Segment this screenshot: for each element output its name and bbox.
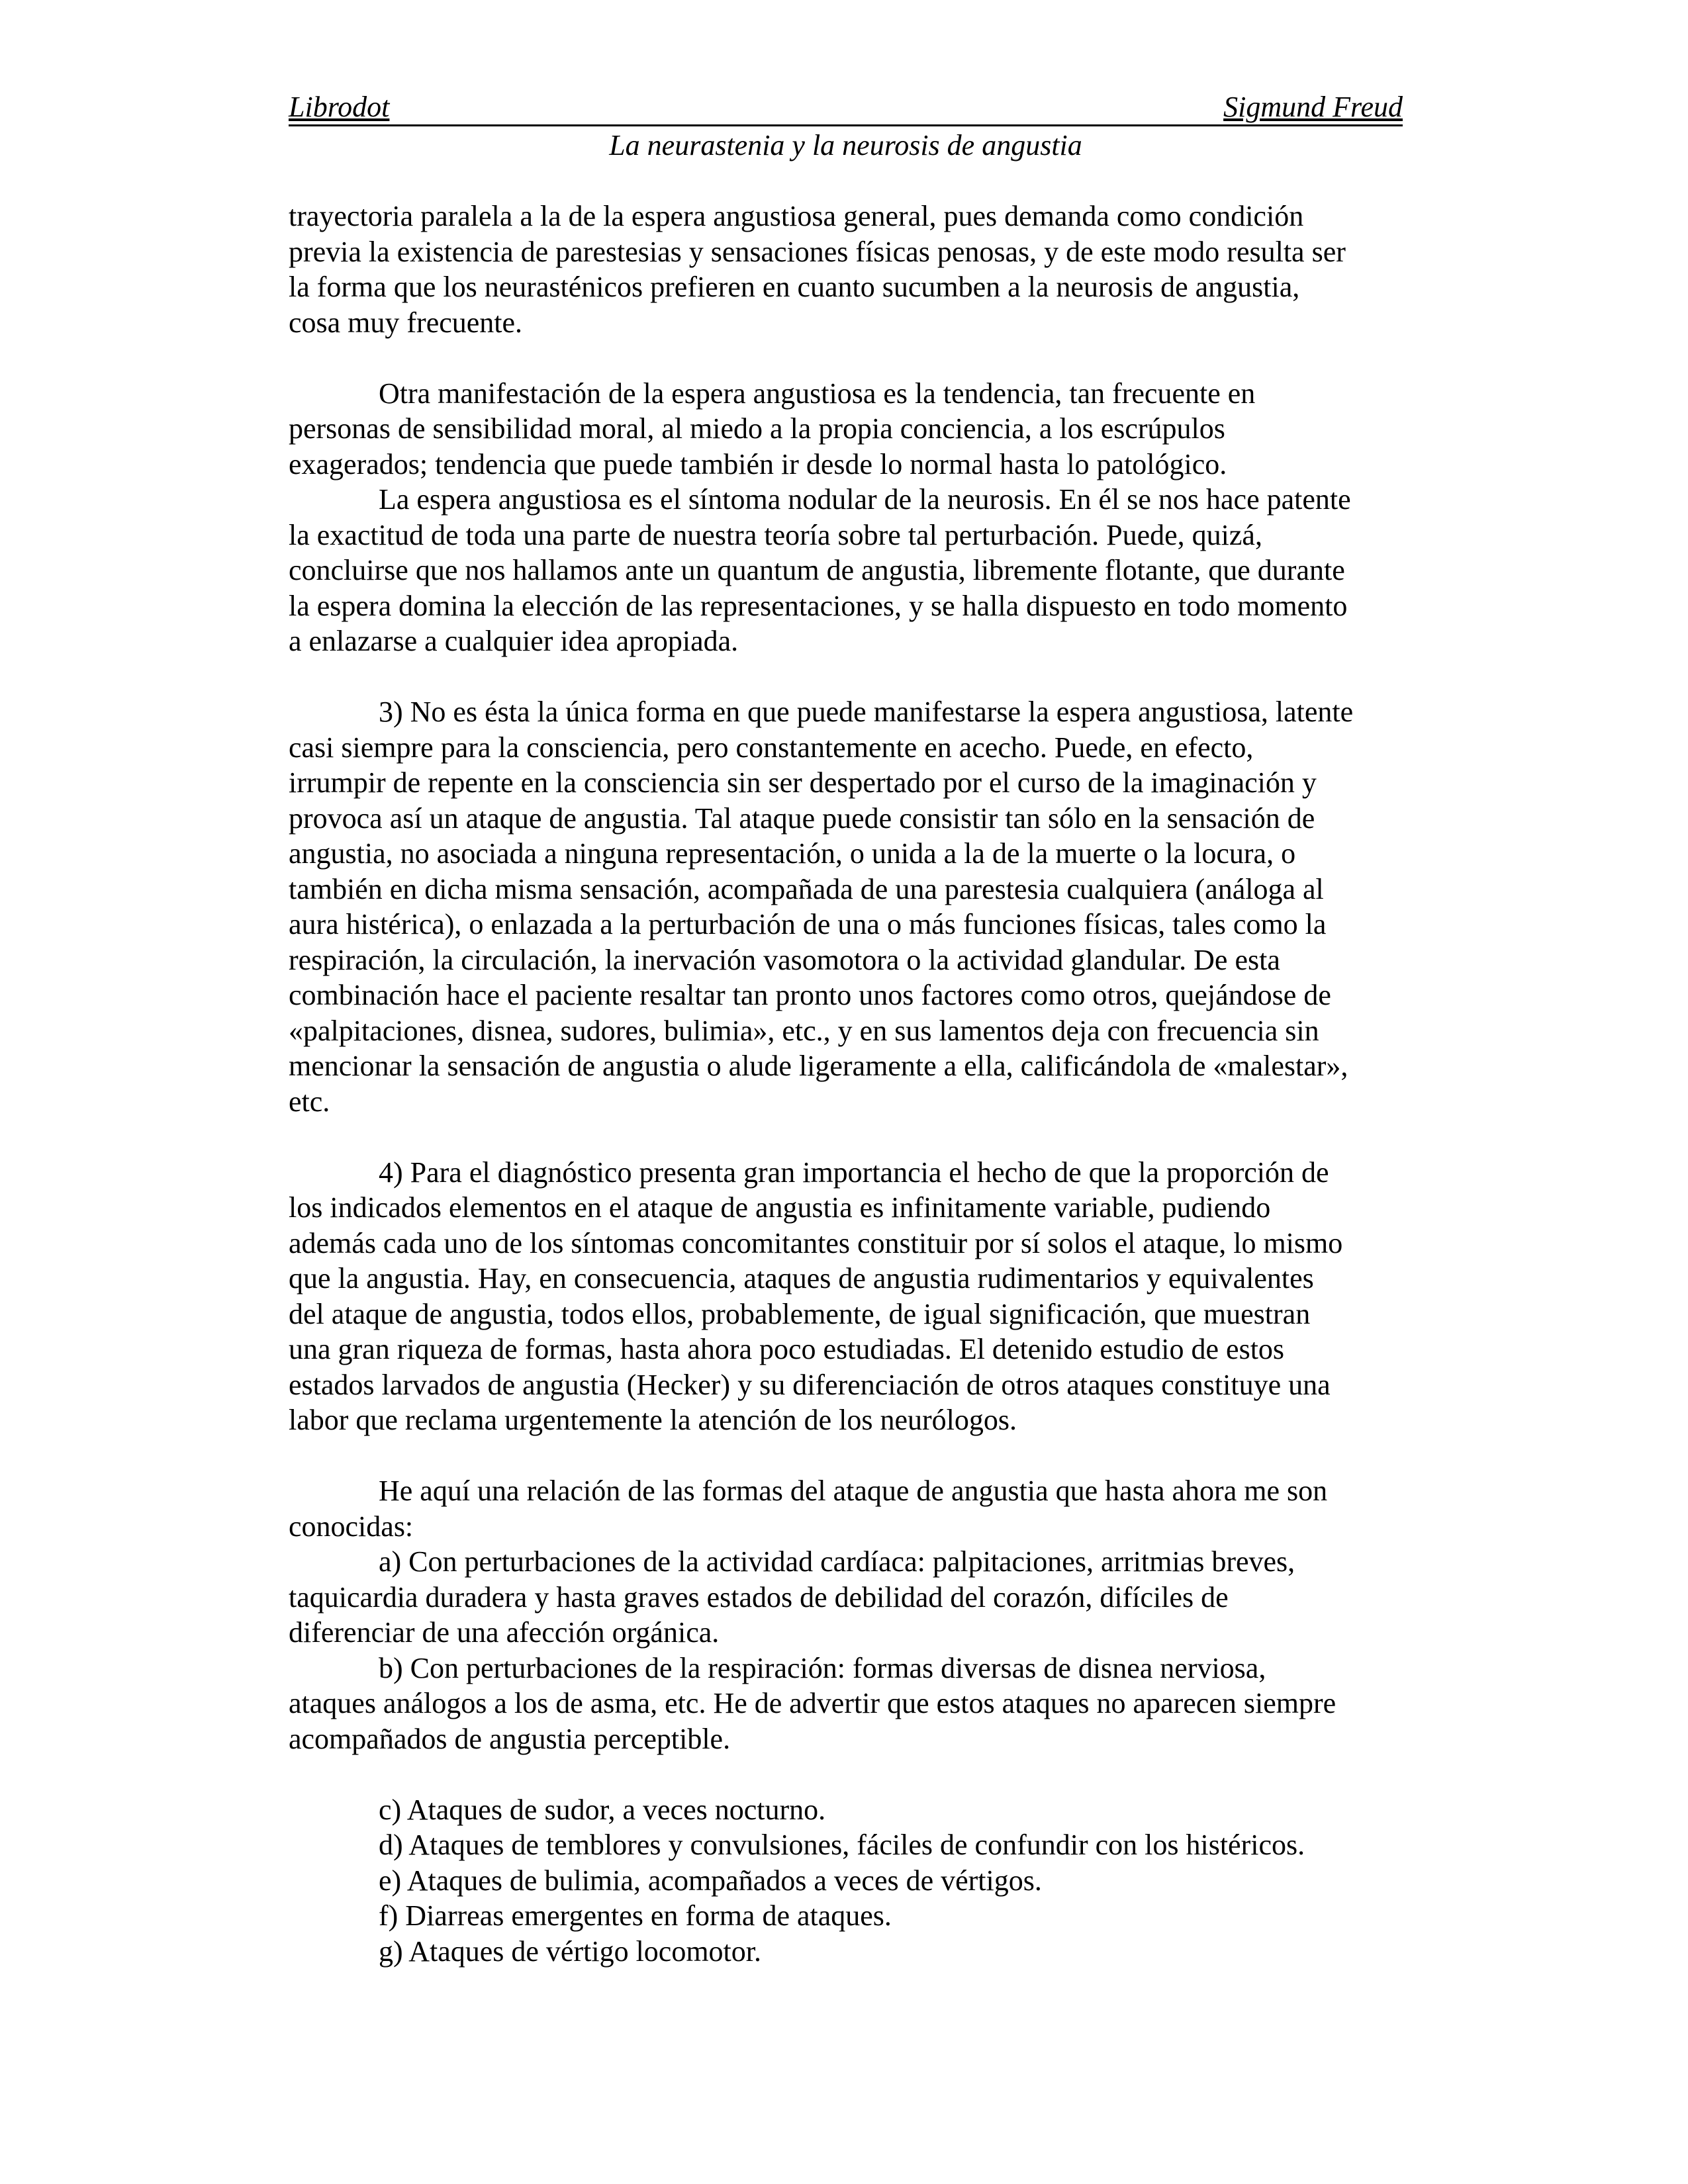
- text-line: e) Ataques de bulimia, acompañados a veces de vértigos.: [379, 1864, 1042, 1897]
- body-text: [289, 199, 1414, 1969]
- text-line: previa la existencia de parestesias y sensaciones físicas penosas, y de este modo resulta ser: [289, 235, 1346, 268]
- text-line: etc.: [289, 1085, 330, 1118]
- text-line: estados larvados de angustia (Hecker) y su diferenciación de otros ataques constituye una: [289, 1368, 1331, 1401]
- text-line: taquicardia duradera y hasta graves estados de debilidad del corazón, difíciles de: [289, 1580, 1229, 1614]
- text-line: labor que reclama urgentemente la atención de los neurólogos.: [289, 1404, 1017, 1436]
- text-line: mencionar la sensación de angustia o alude ligeramente a ella, calificándola de «malestar»,: [289, 1050, 1348, 1082]
- text-line: aura histérica), o enlazada a la perturbación de una o más funciones físicas, tales como la: [289, 908, 1327, 940]
- text-line: a) Con perturbaciones de la actividad cardíaca: palpitaciones, arritmias breves,: [379, 1545, 1295, 1578]
- text-line: también en dicha misma sensación, acompañada de una parestesia cualquiera (análoga al: [289, 872, 1324, 905]
- text-line: concluirse que nos hallamos ante un quantum de angustia, libremente flotante, que durante: [289, 554, 1345, 586]
- paragraph-gap: [289, 659, 1414, 695]
- text-line: además cada uno de los síntomas concomitantes constituir por sí solos el ataque, lo mismo: [289, 1226, 1343, 1259]
- text-line: c) Ataques de sudor, a veces nocturno.: [379, 1793, 826, 1826]
- text-line: acompañados de angustia perceptible.: [289, 1722, 731, 1755]
- text-line: la forma que los neurasténicos prefieren en cuanto sucumben a la neurosis de angustia,: [289, 271, 1300, 303]
- paragraph-gap: [289, 1119, 1414, 1155]
- paragraph-gap: [289, 340, 1414, 376]
- text-line: combinación hace el paciente resaltar tan pronto unos factores como otros, quejándose de: [289, 979, 1331, 1011]
- text-line: que la angustia. Hay, en consecuencia, ataques de angustia rudimentarios y equivalentes: [289, 1262, 1314, 1295]
- text-line: del ataque de angustia, todos ellos, probablemente, de igual significación, que muestran: [289, 1297, 1311, 1330]
- text-line: d) Ataques de temblores y convulsiones, fáciles de confundir con los histéricos.: [379, 1829, 1305, 1861]
- text-line: respiración, la circulación, la inervación vasomotora o la actividad glandular. De esta: [289, 943, 1280, 976]
- header-author: Sigmund Freud: [1223, 91, 1403, 123]
- text-line: provoca así un ataque de angustia. Tal ataque puede consistir tan sólo en la sensación de: [289, 801, 1315, 835]
- text-line: la exactitud de toda una parte de nuestra teoría sobre tal perturbación. Puede, quizá,: [289, 518, 1262, 551]
- text-line: personas de sensibilidad moral, al miedo a la propia conciencia, a los escrúpulos: [289, 412, 1225, 445]
- text-line: cosa muy frecuente.: [289, 306, 523, 339]
- text-line: b) Con perturbaciones de la respiración: formas diversas de disnea nerviosa,: [379, 1651, 1266, 1684]
- text-line: la espera domina la elección de las representaciones, y se halla dispuesto en todo momento: [289, 589, 1348, 622]
- text-line: Otra manifestación de la espera angustiosa es la tendencia, tan frecuente en: [379, 377, 1256, 410]
- text-line: exagerados; tendencia que puede también ir desde lo normal hasta lo patológico.: [289, 447, 1227, 480]
- text-line: f) Diarreas emergentes en forma de ataques.: [379, 1899, 892, 1932]
- text-line: He aquí una relación de las formas del ataque de angustia que hasta ahora me son: [379, 1475, 1328, 1507]
- paragraph-gap: [289, 1438, 1414, 1474]
- text-line: g) Ataques de vértigo locomotor.: [379, 1934, 761, 1968]
- text-line: casi siempre para la consciencia, pero constantemente en acecho. Puede, en efecto,: [289, 731, 1254, 764]
- text-line: irrumpir de repente en la consciencia sin ser despertado por el curso de la imaginación y: [289, 766, 1317, 799]
- text-line: a enlazarse a cualquier idea apropiada.: [289, 625, 739, 657]
- header-title: La neurastenia y la neurosis de angustia: [609, 129, 1082, 161]
- text-line: angustia, no asociada a ninguna representación, o unida a la de la muerte o la locura, o: [289, 837, 1296, 870]
- text-line: una gran riqueza de formas, hasta ahora poco estudiadas. El detenido estudio de estos: [289, 1333, 1285, 1365]
- text-line: La espera angustiosa es el síntoma nodular de la neurosis. En él se nos hace patente: [379, 483, 1351, 516]
- paragraph-gap: [289, 1756, 1414, 1792]
- header-source: Librodot: [289, 91, 390, 123]
- text-line: conocidas:: [289, 1510, 414, 1543]
- text-line: los indicados elementos en el ataque de angustia es infinitamente variable, pudiendo: [289, 1191, 1271, 1224]
- text-line: diferenciar de una afección orgánica.: [289, 1616, 720, 1649]
- running-header: [289, 90, 1403, 126]
- text-line: trayectoria paralela a la de la espera angustiosa general, pues demanda como condición: [289, 200, 1304, 232]
- text-line: ataques análogos a los de asma, etc. He de advertir que estos ataques no aparecen siempre: [289, 1687, 1336, 1719]
- text-line: 4) Para el diagnóstico presenta gran importancia el hecho de que la proporción de: [379, 1156, 1329, 1189]
- text-line: 3) No es ésta la única forma en que puede manifestarse la espera angustiosa, latente: [379, 696, 1354, 728]
- text-line: «palpitaciones, disnea, sudores, bulimia», etc., y en sus lamentos deja con frecuencia sin: [289, 1014, 1319, 1047]
